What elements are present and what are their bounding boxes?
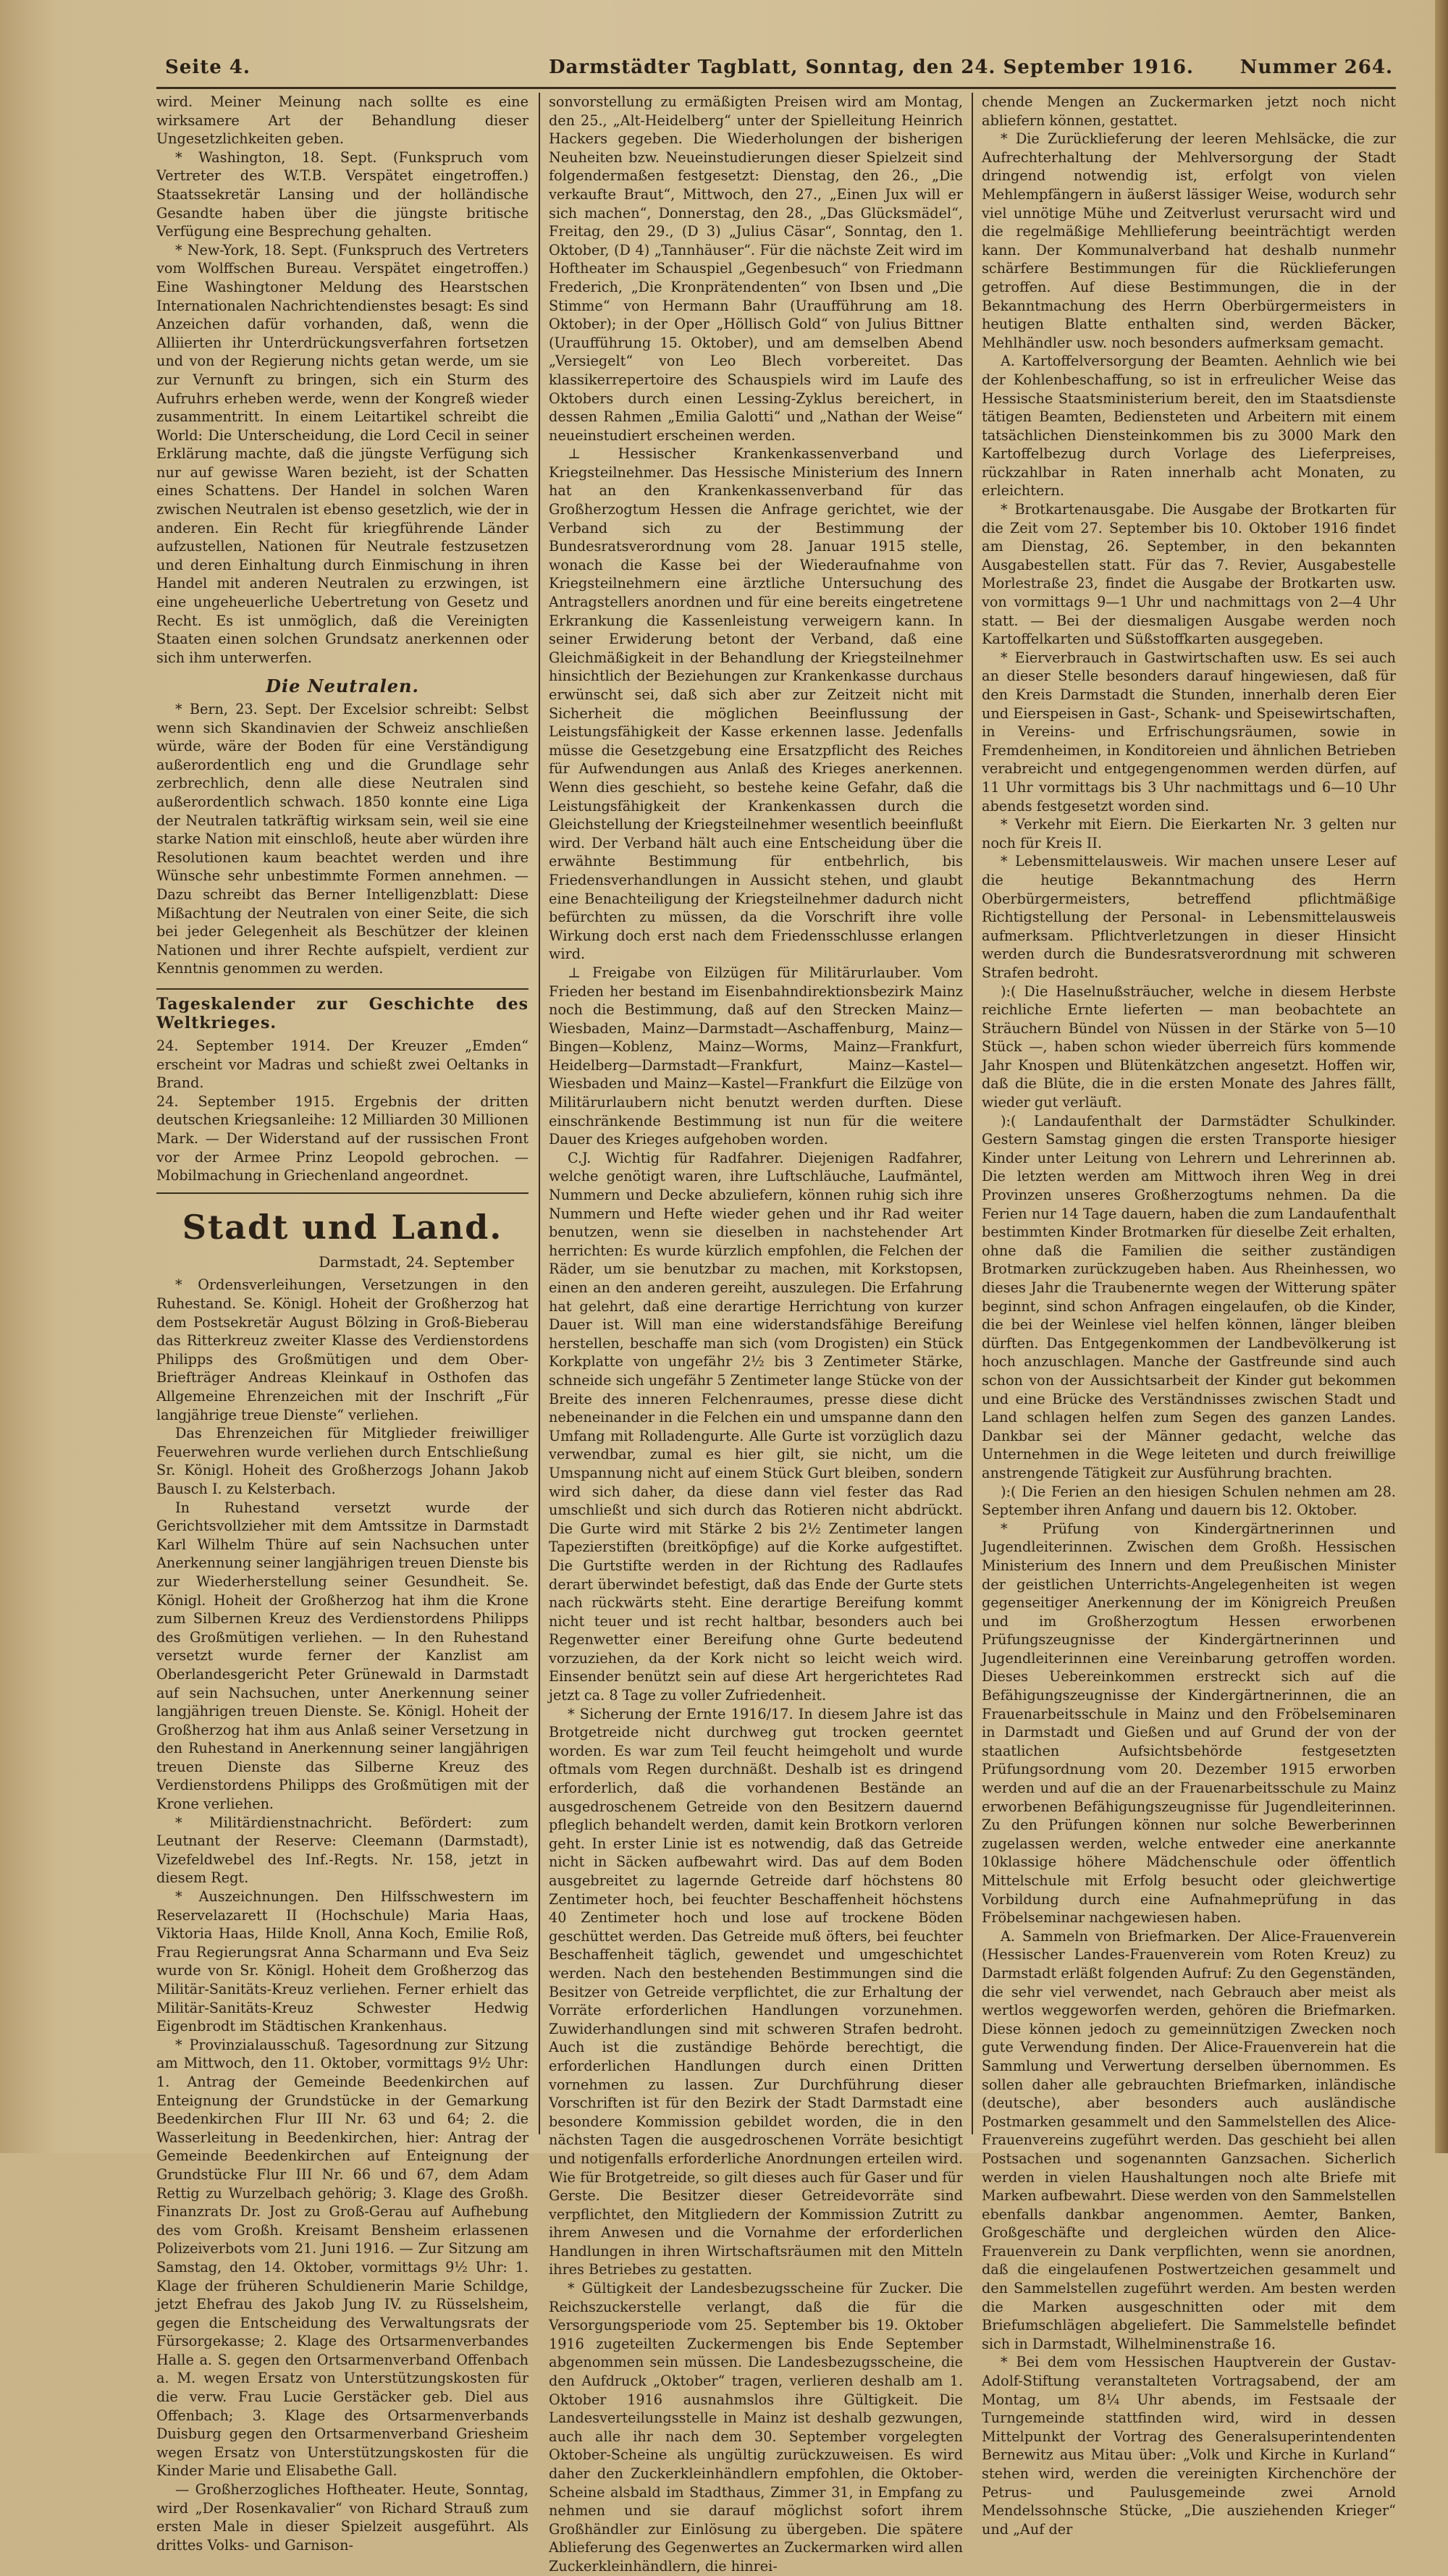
issue-number: Nummer 264.: [1239, 56, 1393, 78]
article-paragraph: A. Kartoffelversorgung der Beamten. Aehnlich wie bei der Kohlenbeschaffung, so ist in erfreulicher Weise das Hessische Staatsministerium bereit, den im Staatsdienste tätigen Beamten, Bediensteten und Arbeitern mit einem tatsächlichen Diensteinkommen bis zu 3000 Mark den Kartoffelbezug durch Vorlage des Lieferpreises, rückzahlbar in Raten innerhalb acht Monaten, zu erleichtern.: [982, 353, 1396, 500]
subsection-heading: Die Neutralen.: [266, 675, 419, 697]
article-paragraph: * Brotkartenausgabe. Die Ausgabe der Brotkarten für die Zeit vom 27. September bis 10. Oktober 1916 findet am Dienstag, 26. September, in den bekannten Ausgabestellen statt. Für das 7. Revier, Ausgabestelle Morlestraße 23, findet die Ausgabe der Brotkarten usw. von vormittags 9—1 Uhr und nachmittags von 2—4 Uhr statt. — Bei der diesmaligen Ausgabe werden noch Kartoffelkarten und Süßstoffkarten ausgegeben.: [982, 501, 1396, 648]
article-paragraph: * Militärdienstnachricht. Befördert: zum Leutnant der Reserve: Cleemann (Darmstadt), Vizefeldwebel des Inf.-Regts. Nr. 158, jetzt in diesem Regt.: [156, 1814, 529, 1887]
article-paragraph: wird. Meiner Meinung nach sollte es eine wirksamere Art der Behandlung dieser Ungesetzlichkeiten geben.: [156, 93, 529, 148]
dateline: Darmstadt, 24. September: [319, 1253, 514, 1271]
header-rule: [156, 87, 1396, 89]
article-paragraph: ):( Landaufenthalt der Darmstädter Schulkinder. Gestern Samstag gingen die ersten Transporte hiesiger Kinder unter Leitung von Lehrern und Lehrerinnen ab. Die letzten werden am Mittwoch ihren Weg in drei Provinzen unseres Großherzogtums nehmen. Da die Ferien nur 14 Tage dauern, haben die zum Landaufenthalt bestimmten Kinder Brotmarken für dieselbe Zeit erhalten, ohne daß die Familien die seither zuständigen Brotmarken zurückzugeben haben. Aus Rheinhessen, wo dieses Jahr die Traubenernte wegen der Witterung später beginnt, sind schon Anfragen eingelaufen, ob die Kinder, die bei der Weinlese viel helfen können, länger bleiben dürften. Das Entgegenkommen der Landbevölkerung ist hoch anzuschlagen. Manche der Gastfreunde sind auch schon von der Aussichtsarbeit der Kinder gut bekommen und eine Brücke des Verständnisses zwischen Stadt und Land schlagen helfen zum Segen des ganzen Landes. Dankbar sei der Männer gedacht, welche das Unternehmen in die Wege leiteten und durch freiwillige anstrengende Tätigkeit zur Ausführung brachten.: [982, 1112, 1396, 1481]
calendar-heading: Tageskalender zur Geschichte des Weltkrieges.: [156, 988, 529, 1032]
article-paragraph: In Ruhestand versetzt wurde der Gerichtsvollzieher mit dem Amtssitze in Darmstadt Karl Wilhelm Thüre auf sein Nachsuchen unter Anerkennung seiner langjährigen treuen Dienste bis zur Wiederherstellung seiner Gesundheit. Se. Königl. Hoheit der Großherzog hat ihm die Krone zum Silbernen Kreuz des Verdienstordens Philipps des Großmütigen verliehen. — In den Ruhestand versetzt wurde ferner der Kanzlist am Oberlandesgericht Peter Grünewald in Darmstadt auf sein Nachsuchen, unter Anerkennung seiner langjährigen treuen Dienste. Se. Königl. Hoheit der Großherzog hat ihm aus Anlaß seiner Versetzung in den Ruhestand in Anerkennung seiner langjährigen treuen Dienste das Silberne Kreuz des Verdienstordens Philipps des Großmütigen mit der Krone verliehen.: [156, 1499, 529, 1813]
column-1: [156, 93, 529, 2554]
article-paragraph: * Verkehr mit Eiern. Die Eierkarten Nr. 3 gelten nur noch für Kreis II.: [982, 816, 1396, 851]
page-header: [165, 56, 1393, 85]
column-divider-1: [539, 93, 540, 2134]
masthead-line: Darmstädter Tagblatt, Sonntag, den 24. September 1916.: [549, 56, 1194, 78]
article-paragraph: * Washington, 18. Sept. (Funkspruch vom Vertreter des W.T.B. Verspätet eingetroffen.) Staatssekretär Lansing und der holländische Gesandte haben über die jüngste britische Verfügung eine Besprechung gehalten.: [156, 148, 529, 240]
article-paragraph: * Sicherung der Ernte 1916/17. In diesem Jahre ist das Brotgetreide nicht durchweg gut trocken geerntet worden. Es war zum Teil feucht heimgeholt und wurde oftmals vom Regen durchnäßt. Deshalb ist es dringend erforderlich, daß die vorhandenen Bestände an ausgedroschenem Getreide von den Besitzern dauernd pfleglich behandelt werden, damit kein Brotkorn verloren geht. In erster Linie ist es notwendig, daß das Getreide nicht in Säcken aufbewahrt wird. Das auf dem Boden ausgebreitet zu lagernde Getreide darf höchstens 80 Zentimeter hoch, bei feuchter Beschaffenheit höchstens 40 Zentimeter hoch und lose auf trockene Böden geschüttet werden. Das Getreide muß öfters, bei feuchter Beschaffenheit täglich, gewendet und umgeschichtet werden. Nach den bestehenden Bestimmungen sind die Besitzer von Getreide verpflichtet, die zur Erhaltung der Vorräte erforderlichen Handlungen vorzunehmen. Zuwiderhandlungen sind mit schweren Strafen bedroht. Auch ist die zuständige Behörde berechtigt, die erforderlichen Handlungen durch einen Dritten vornehmen zu lassen. Zur Durchführung dieser Vorschriften ist für den Bezirk der Stadt Darmstadt eine besondere Kommission gebildet worden, die in den nächsten Tagen die ausgedroschenen Vorräte besichtigt und notigenfalls erforderliche Anordnungen erteilen wird. Wie für Brotgetreide, so gilt dieses auch für Gaser und für Gerste. Die Besitzer dieser Getreidevorräte sind verpflichtet, den Mitgliedern der Kommission Zutritt zu ihrem Anwesen und die Vornahme der erforderlichen Handlungen in ihren Wirtschaftsräumen mit den Mitteln ihres Betriebes zu gestatten.: [549, 1705, 963, 2278]
article-paragraph: sonvorstellung zu ermäßigten Preisen wird am Montag, den 25., „Alt-Heidelberg“ unter der Spielleitung Heinrich Hackers gegeben. Die Wiederholungen der bisherigen Neuheiten bzw. Neueinstudierungen dieser Spielzeit sind folgendermaßen festgesetzt: Dienstag, den 26., „Die verkaufte Braut“, Mittwoch, den 27., „Einen Jux will er sich machen“, Donnerstag, den 28., „Das Glücksmädel“, Freitag, den 29., (D 3) „Julius Cäsar“, Sonntag, den 1. Oktober, (D 4) „Tannhäuser“. Für die nächste Zeit wird im Hoftheater im Schauspiel „Gegenbesuch“ von Friedmann Frederich, „Die Kronprätendenten“ von Ibsen und „Die Stimme“ von Hermann Bahr (Uraufführung am 18. Oktober); in der Oper „Höllisch Gold“ von Julius Bittner (Uraufführung 15. Oktober), und am demselben Abend „Versiegelt“ von Leo Blech vorbereitet. Das klassikerrepertoire des Schauspiels wird im Laufe des Oktobers durch einen Lessing-Zyklus bereichert, in dessen Rahmen „Emilia Galotti“ und „Nathan der Weise“ neueinstudiert erscheinen werden.: [549, 93, 963, 444]
article-paragraph: * Bern, 23. Sept. Der Excelsior schreibt: Selbst wenn sich Skandinavien der Schweiz anschließen würde, wäre der Boden für eine Verständigung außerordentlich eng und die Grundlage sehr zerbrechlich, denn alle diese Neutralen sind außerordentlich schwach. 1850 konnte eine Liga der Neutralen tatkräftig wirksam sein, weil sie eine starke Nation mit einschloß, heute aber würden ihre Resolutionen kaum beachtet werden und ihre Wünsche sehr unbestimmte Formen annehmen. — Dazu schreibt das Berner Intelligenzblatt: Diese Mißachtung der Neutralen von einer Seite, die sich bei jeder Gelegenheit als Beschützer der kleinen Nationen und ihrer Rechte aufspielt, verdient zur Kenntnis genommen zu werden.: [156, 701, 529, 977]
section-title: Stadt und Land.: [182, 1207, 503, 1247]
article-paragraph: * Ordensverleihungen, Versetzungen in den Ruhestand. Se. Königl. Hoheit der Großherzog hat dem Postsekretär August Bölzing in Groß-Bieberau das Ritterkreuz zweiter Klasse des Verdienstordens Philipps des Großmütigen und dem Ober-Briefträger Andreas Kleinkauf in Osthofen das Allgemeine Ehrenzeichen mit der Inschrift „Für langjährige treue Dienste“ verliehen.: [156, 1276, 529, 1423]
article-paragraph: * Lebensmittelausweis. Wir machen unsere Leser auf die heutige Bekanntmachung des Herrn Oberbürgermeisters, betreffend pflichtmäßige Richtigstellung der Personal- in Lebensmittelausweis aufmerksam. Pflichtverletzungen in dieser Hinsicht werden durch die Bundesratsverordnung mit schweren Strafen bedroht.: [982, 853, 1396, 981]
article-paragraph: ⊥ Freigabe von Eilzügen für Militärurlauber. Vom Frieden her bestand im Eisenbahndirektionsbezirk Mainz noch die Bestimmung, daß auf den Strecken Mainz—Wiesbaden, Mainz—Darmstadt—Aschaffenburg, Mainz—Bingen—Koblenz, Mainz—Worms, Mainz—Frankfurt, Heidelberg—Darmstadt—Frankfurt, Mainz—Kastel—Wiesbaden und Mainz—Kastel—Frankfurt die Eilzüge von Militärurlaubern nicht benutzt werden durften. Diese einschränkende Bestimmung ist nun für die weitere Dauer des Krieges aufgehoben worden.: [549, 964, 963, 1148]
article-paragraph: Das Ehrenzeichen für Mitglieder freiwilliger Feuerwehren wurde verliehen durch Entschließung Sr. Königl. Hoheit des Großherzogs Johann Jakob Bausch I. zu Kelsterbach.: [156, 1425, 529, 1497]
article-paragraph: * Prüfung von Kindergärtnerinnen und Jugendleiterinnen. Zwischen dem Großh. Hessischen Ministerium des Innern und dem Preußischen Minister der geistlichen Unterrichts-Angelegenheiten ist wegen gegenseitiger Anerkennung der im Königreich Preußen und im Großherzogtum Hessen erworbenen Prüfungszeugnisse der Kindergärtnerinnen und Jugendleiterinnen eine Vereinbarung getroffen worden. Dieses Uebereinkommen erstreckt sich auf die Befähigungszeugnisse der Kindergärtnerinnen, die an Frauenarbeitsschule in Mainz und den Fröbelseminaren in Darmstadt und Gießen und auf Grund der von der staatlichen Aufsichtsbehörde festgesetzten Prüfungsordnung vom 20. Dezember 1915 erworben werden und auf die an der Frauenarbeitsschule zu Mainz erworbenen Befähigungszeugnisse für Jugendleiterinnen. Zu den Prüfungen können nur solche Bewerberinnen zugelassen werden, welche entweder eine anerkannte 10klassige höhere Mädchenschule oder öffentlich Mittelschule mit Erfolg besucht oder gleichwertige Vorbildung durch eine Aufnahmeprüfung in das Fröbelseminar nachgewiesen haben.: [982, 1520, 1396, 1927]
article-paragraph: * Auszeichnungen. Den Hilfsschwestern im Reservelazarett II (Hochschule) Maria Haas, Viktoria Haas, Hilde Knoll, Anna Koch, Emilie Roß, Frau Regierungsrat Anna Scharmann und Eva Seiz wurde von Sr. Königl. Hoheit dem Großherzog das Militär-Sanitäts-Kreuz verliehen. Ferner erhielt das Militär-Sanitäts-Kreuz Schwester Hedwig Eigenbrodt im Städtischen Krankenhaus.: [156, 1888, 529, 2035]
article-paragraph: * Eierverbrauch in Gastwirtschaften usw. Es sei auch an dieser Stelle besonders darauf hingewiesen, daß für den Kreis Darmstadt die Stunden, innerhalb deren Eier und Eierspeisen in Gast-, Schank- und Speisewirtschaften, in Vereins- und Erfrischungsräumen, sowie in Fremdenheimen, in Konditoreien und ähnlichen Betrieben verabreicht und entgegengenommen werden dürfen, auf 11 Uhr vormittags bis 3 Uhr nachmittags und 6—10 Uhr abends festgesetzt worden sind.: [982, 649, 1396, 815]
column-3: [982, 93, 1396, 2538]
page-spine-edge: [1435, 0, 1448, 2153]
article-paragraph: ):( Die Haselnußsträucher, welche in diesem Herbste reichliche Ernte lieferten — man beobachtete an Sträuchern Bündel von Nüssen in der Stärke von 5—10 Stück —, haben schon wieder überreich fürs kommende Jahr Knospen und Blütenkätzchen angesetzt. Hoffen wir, daß die Blüte, die in die ersten Monate des Jahres fällt, wieder gut verläuft.: [982, 982, 1396, 1111]
article-paragraph: * Bei dem vom Hessischen Hauptverein der Gustav-Adolf-Stiftung veranstalteten Vortragsabend, der am Montag, um 8¼ Uhr abends, im Festsaale der Turngemeinde stattfinden wird, wird in dessen Mittelpunkt der Vortrag des Generalsuperintendenten Bernewitz aus Mitau über: „Volk und Kirche in Kurland“ stehen wird, werden die vereinigten Kirchenchöre der Petrus- und Paulusgemeinde zwei Arnold Mendelssohnsche Stücke, „Die ausziehenden Krieger“ und „Auf der: [982, 2354, 1396, 2538]
article-paragraph: C.J. Wichtig für Radfahrer. Diejenigen Radfahrer, welche genötigt waren, ihre Luftschläuche, Laufmäntel, Nummern und Decke abzuliefern, können ruhig sich ihre Nummern und Hefte wieder gehen und ihr Rad weiter benutzen, wenn sie dieselben in nachstehender Art herrichten: Es wurde kürzlich empfohlen, die Felchen der Räder, um sie benutzbar zu machen, mit Korkstopsen, einen an den anderen gereiht, auszulegen. Die Erfahrung hat gelehrt, daß eine derartige Herrichtung von kurzer Dauer ist. Will man eine widerstandsfähige Bereifung herstellen, beschaffe man sich (vom Drogisten) ein Stück Korkplatte von ungefähr 2½ bis 3 Zentimeter Stärke, schneide sich ungefähr 5 Zentimeter lange Stücke von der Breite des inneren Felchenraumes, presse diese dicht nebeneinander in die Felchen ein und umspanne dann den Umfang mit Rolladengurte. Alle Gurte ist vorzüglich dazu verwendbar, zumal es hier gilt, sie nicht, um die Umspannung nicht auf einem Stück Gurt bleiben, sondern wird sich daher, da diese dann viel fester das Rad umschließt und sich durch das Rotieren nicht abdrückt. Die Gurte wird mit Stärke 2 bis 2½ Zentimeter langen Tapezierstiften (breitköpfige) auf die Korke aufgestiftet. Die Gurtstifte werden in der Richtung des Radlaufes derart überwindet befestigt, daß das Ende der Gurte stets nach rückwärts steht. Eine derartige Bereifung kommt nicht teuer und ist recht haltbar, besonders auch bei Regenwetter einer Bereifung ohne Gurte bedeutend vorzuziehen, da der Kork nicht so leicht weich wird. Einsender benützt sein auf diese Art hergerichtetes Rad jetzt ca. 8 Tage zu voller Zufriedenheit.: [549, 1149, 963, 1704]
article-paragraph: 24. September 1915. Ergebnis der dritten deutschen Kriegsanleihe: 12 Milliarden 30 Millionen Mark. — Der Widerstand auf der russischen Front vor der Armee Prinz Leopold gebrochen. — Mobilmachung in Griechenland angeordnet.: [156, 1093, 529, 1184]
article-paragraph: * Gültigkeit der Landesbezugsscheine für Zucker. Die Reichszuckerstelle verlangt, daß die für die Versorgungsperiode vom 25. September bis 19. Oktober 1916 zugeteilten Zuckermengen bis Ende September abgenommen sein müssen. Die Landesbezugsscheine, die den Aufdruck „Oktober“ tragen, verlieren deshalb am 1. Oktober 1916 ausnahmslos ihre Gültigkeit. Die Landesverteilungsstelle in Mainz ist deshalb gezwungen, auch alle ihr nach dem 30. September vorgelegten Oktober-Scheine als ungültig zurückzuweisen. Es wird daher den Zuckerkleinhändlern empfohlen, die Oktober-Scheine alsbald im Stadthaus, Zimmer 31, in Empfang zu nehmen und sie darauf möglichst sofort ihrem Großhändler zur Einlösung zu übergeben. Die spätere Ablieferung des Gegenwertes an Zuckermarken wird allen Zuckerkleinhändlern, die hinrei-: [549, 2280, 963, 2575]
article-paragraph: A. Sammeln von Briefmarken. Der Alice-Frauenverein (Hessischer Landes-Frauenverein vom Roten Kreuz) zu Darmstadt erläßt folgenden Aufruf: Zu den Gegenständen, die sehr viel verwendet, nach Gebrauch aber meist als wertlos weggeworfen werden, gehören die Briefmarken. Diese können jedoch zu gemeinnützigen Zwecken noch gute Verwendung finden. Der Alice-Frauenverein hat die Sammlung und Verwertung derselben übernommen. Es sollen daher alle gebrauchten Briefmarken, inländische (deutsche), aber besonders auch ausländische Postmarken gesammelt und den Sammelstellen des Alice-Frauenvereins zugeführt werden. Das geschieht bei allen Postsachen und sogenannten Ganzsachen. Sicherlich werden in vielen Haushaltungen noch alte Briefe mit Marken aufbewahrt. Diese werden von den Sammelstellen ebenfalls dankbar angenommen. Aemter, Banken, Großgeschäfte und dergleichen würden den Alice-Frauenverein zu Dank verpflichten, wenn sie anordnen, daß die eingelaufenen Postwertzeichen gesammelt und den Sammelstellen zugeführt werden. Am besten werden die Marken ausgeschnitten oder mit dem Briefumschlägen abgeliefert. Die Sammelstelle befindet sich in Darmstadt, Wilhelminenstraße 16.: [982, 1927, 1396, 2352]
article-paragraph: * Provinzialausschuß. Tagesordnung zur Sitzung am Mittwoch, den 11. Oktober, vormittags 9½ Uhr: 1. Antrag der Gemeinde Beedenkirchen auf Enteignung der Grundstücke in der Gemarkung Beedenkirchen Flur III Nr. 63 und 64; 2. die Wasserleitung in Beedenkirchen, hier: Antrag der Gemeinde Beedenkirchen auf Enteignung der Grundstücke Flur III Nr. 66 und 67, dem Adam Rettig zu Wurzelbach gehörig; 3. Klage des Großh. Finanzrats Dr. Jost zu Groß-Gerau auf Aufhebung des vom Großh. Kreisamt Bensheim erlassenen Polizeiverbots vom 21. Juni 1916. — Zur Sitzung am Samstag, den 14. Oktober, vormittags 9½ Uhr: 1. Klage der früheren Schuldienerin Marie Schildge, jetzt Ehefrau des Jakob Jung IV. zu Rüsselsheim, gegen die Entscheidung des Verwaltungsrats der Fürsorgekasse; 2. Klage des Ortsarmenverbandes Halle a. S. gegen den Ortsarmenverband Offenbach a. M. wegen Ersatz von Unterstützungskosten für die verw. Frau Lucie Gerstäcker geb. Diel aus Offenbach; 3. Klage des Ortsarmenverbands Duisburg gegen den Ortsarmenverband Griesheim wegen Ersatz von Unterstützungskosten für die Kinder Marie und Elisabethe Gall.: [156, 2036, 529, 2480]
article-paragraph: * New-York, 18. Sept. (Funkspruch des Vertreters vom Wolffschen Bureau. Verspätet eingetroffen.) Eine Washingtoner Meldung des Hearstschen Internationalen Nachrichtendienstes besagt: Es sind Anzeichen dafür vorhanden, daß, wenn die Alliierten ihr Unterdrückungsverfahren fortsetzen und von der Regierung nichts getan werde, um sie zur Vernunft zu bringen, sich ein Sturm des Aufruhrs erheben werde, wenn der Kongreß wieder zusammentritt. In einem Leitartikel schreibt die World: Die Unterscheidung, die Lord Cecil in seiner Erklärung machte, daß die jüngste Verfügung sich nur auf gewisse Waren bezieht, ist der Schatten eines Schattens. Der Handel in solchen Waren zwischen Neutralen ist ebenso gesetzlich, wie der in anderen. Ein Recht für kriegführende Länder aufzustellen, Nationen für Neutrale festzusetzen und deren Einhaltung durch Einmischung in ihren Handel mit anderen Neutralen zu erzwingen, ist eine ungeheuerliche Uebertretung von Gesetz und Recht. Es ist unmöglich, daß die Vereinigten Staaten einen solchen Grundsatz anerkennen oder sich ihm unterwerfen.: [156, 241, 529, 666]
column-2: [549, 93, 963, 2575]
article-paragraph: 24. September 1914. Der Kreuzer „Emden“ erscheint vor Madras und schießt zwei Oeltanks in Brand.: [156, 1037, 529, 1092]
article-paragraph: — Großherzogliches Hoftheater. Heute, Sonntag, wird „Der Rosenkavalier“ von Richard Strauß zum ersten Male in dieser Spielzeit ausgeführt. Als drittes Volks- und Garnison-: [156, 2481, 529, 2554]
section-rule: [156, 1192, 529, 1194]
article-paragraph: ⊥ Hessischer Krankenkassenverband und Kriegsteilnehmer. Das Hessische Ministerium des Innern hat an den Krankenkassenverband für das Großherzogtum Hessen die Anfrage gerichtet, wie der Verband sich zu der Bestimmung der Bundesratsverordnung vom 28. Januar 1915 stelle, wonach die Kasse bei der Wiederaufnahme von Kriegsteilnehmern eine ärztliche Untersuchung des Antragstellers anordnen und für eine bereits eingetretene Erkrankung die Kassenleistung verweigern kann. In seiner Erwiderung betont der Verband, daß eine Gleichmäßigkeit in der Behandlung der Kriegsteilnehmer hinsichtlich der Beziehungen zur Krankenkasse durchaus erwünscht sei, daß sich aber zur Zeitzeit nicht mit Sicherheit die möglichen Beeinflussung der Leistungsfähigkeit der Kasse erkennen lasse. Jedenfalls müsse die Gesetzgebung eine Ersatzpflicht des Reiches für Aufwendungen aus Anlaß des Krieges anerkennen. Wenn dies geschieht, so bestehe keine Gefahr, daß die Leistungsfähigkeit der Krankenkassen durch die Gleichstellung der Kriegsteilnehmer wesentlich beeinflußt wird. Der Verband hält auch eine Entscheidung über die erwähnte Bestimmung für entbehrlich, bis Friedensverhandlungen in Aussicht stehen, und glaubt eine Benachteiligung der Kriegsteilnehmer dadurch nicht befürchten zu müssen, da die Vorschrift ihre volle Wirkung doch erst nach dem Friedensschlusse erlangen wird.: [549, 445, 963, 963]
article-paragraph: ):( Die Ferien an den hiesigen Schulen nehmen am 28. September ihren Anfang und dauern bis 12. Oktober.: [982, 1483, 1396, 1519]
column-divider-2: [972, 93, 973, 2134]
article-paragraph: chende Mengen an Zuckermarken jetzt noch nicht abliefern können, gestattet.: [982, 93, 1396, 129]
article-paragraph: * Die Zurücklieferung der leeren Mehlsäcke, die zur Aufrechterhaltung der Mehlversorgung der Stadt dringend notwendig ist, erfolgt von vielen Mehlempfängern in äußerst lässiger Weise, wodurch sehr viel unnötige Mühe und Zeitverlust verursacht wird und die regelmäßige Mehllieferung beeinträchtigt werden kann. Der Kommunalverband hat deshalb nunmehr schärfere Bestimmungen für die Rücklieferungen getroffen. Auf diese Bestimmungen, die in der Bekanntmachung des Herrn Oberbürgermeisters in heutigen Blatte enthalten sind, werden Bäcker, Mehlhändler usw. noch besonders aufmerksam gemacht.: [982, 130, 1396, 351]
page-number-label: Seite 4.: [165, 56, 251, 78]
